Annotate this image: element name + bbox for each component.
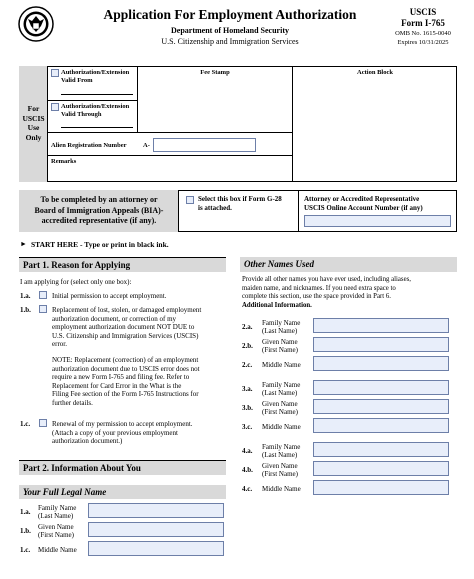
field-label: Given Name (262, 400, 298, 408)
other-names-intro: Additional Information. (242, 301, 312, 309)
field-label: (Last Name) (262, 389, 298, 397)
field-label: (First Name) (262, 470, 298, 478)
divider (48, 100, 137, 101)
account-label: Attorney or Accredited Representative (304, 195, 420, 203)
note-text: require a new Form I-765 and filing fee. Refer to (52, 373, 190, 381)
auth-valid-through-checkbox[interactable] (51, 103, 59, 111)
other-names-intro: complete this section, use the space provided in Part 6. (242, 293, 391, 300)
field-number: 4.c. (242, 485, 253, 493)
valid-from-line (61, 94, 133, 95)
valid-through-line (61, 127, 133, 128)
field-number: 1.b. (20, 527, 31, 535)
other-given-name-1-input[interactable] (313, 337, 449, 352)
alien-reg-label: Alien Registration Number (51, 142, 127, 149)
field-number: 1.c. (20, 546, 31, 554)
omb-number: OMB No. 1615-0040 (395, 30, 451, 37)
auth-valid-from-label: Authorization/Extension (61, 69, 130, 76)
department-name: Department of Homeland Security (171, 26, 289, 35)
field-label: (Last Name) (262, 451, 298, 459)
field-label: Middle Name (38, 546, 77, 554)
attorney-label: accredited representative (if any). (41, 216, 157, 225)
remarks-label: Remarks (51, 158, 77, 165)
item-text: authorization document.) (52, 437, 123, 445)
auth-valid-from-checkbox[interactable] (51, 69, 59, 77)
form-agency: USCIS (409, 7, 437, 17)
other-family-name-3-input[interactable] (313, 442, 449, 457)
field-number: 1.a. (20, 508, 31, 516)
note-text: Replacement for Card Error in the What is the (52, 381, 182, 390)
field-label: Given Name (262, 462, 298, 470)
field-label: (First Name) (262, 408, 298, 416)
auth-valid-through-label: Valid Through (61, 111, 102, 118)
g28-label: is attached. (198, 204, 232, 212)
note-text: NOTE: Replacement (correction) of an employment (52, 356, 199, 364)
side-label-line: USCIS (22, 113, 45, 123)
field-label: Family Name (262, 443, 301, 451)
alien-reg-input[interactable] (153, 138, 256, 152)
item-number: 1.b. (20, 306, 31, 314)
account-label: USCIS Online Account Number (if any) (304, 204, 423, 212)
divider (298, 190, 299, 232)
field-label: Middle Name (262, 361, 301, 369)
item-text: employment authorization document NOT DUE to (52, 323, 195, 331)
item-number: 1.c. (20, 420, 31, 428)
other-family-name-2-input[interactable] (313, 380, 449, 395)
auth-valid-through-label: Authorization/Extension (61, 103, 130, 110)
part1-title: Part 1. Reason for Applying (19, 257, 226, 272)
field-number: 2.b. (242, 342, 253, 350)
field-number: 2.a. (242, 323, 253, 331)
middle-name-input[interactable] (88, 541, 224, 556)
field-number: 3.c. (242, 423, 253, 431)
field-number: 3.b. (242, 404, 253, 412)
item-number: 1.a. (20, 292, 31, 300)
item-text: U.S. Citizenship and Immigration Services (USCIS) (52, 331, 199, 340)
action-block-label: Action Block (357, 69, 393, 76)
field-number: 3.a. (242, 385, 253, 393)
field-label: Family Name (262, 381, 301, 389)
field-label: Given Name (38, 523, 74, 531)
note-text: further details. (52, 398, 93, 407)
item-text: error. (52, 340, 67, 348)
item-text: authorization document, or correction of my (52, 314, 177, 323)
item-text: Renewal of my permission to accept employment. (52, 420, 193, 428)
other-given-name-3-input[interactable] (313, 461, 449, 476)
given-name-input[interactable] (88, 522, 224, 537)
side-label-line: For (27, 104, 40, 113)
family-name-input[interactable] (88, 503, 224, 518)
other-given-name-2-input[interactable] (313, 399, 449, 414)
side-label-line: Use (27, 123, 40, 132)
legal-name-title: Your Full Legal Name (19, 485, 226, 499)
initial-permission-checkbox[interactable] (39, 291, 47, 299)
other-names-intro: maiden name, and nicknames. If you need extra space to (242, 284, 396, 292)
item-text: (Attach a copy of your previous employment (52, 428, 178, 437)
other-family-name-1-input[interactable] (313, 318, 449, 333)
divider (292, 66, 293, 182)
field-label: Middle Name (262, 423, 301, 431)
field-number: 4.b. (242, 466, 253, 474)
part2-title: Part 2. Information About You (19, 460, 226, 475)
item-text: Initial permission to accept employment. (52, 292, 167, 300)
divider (48, 155, 292, 156)
start-here-arrow-icon: ► (20, 240, 27, 248)
attorney-label: Board of Immigration Appeals (BIA)- (34, 205, 164, 215)
field-label: (First Name) (38, 531, 74, 539)
dhs-seal-icon (18, 6, 54, 42)
g28-label: Select this box if Form G-28 (198, 195, 282, 203)
alien-prefix: A- (143, 142, 150, 149)
note-text: Filing Fee section of the Form I-765 Instructions for (52, 390, 199, 398)
field-label: Middle Name (262, 485, 301, 493)
note-text: authorization document due to USCIS error does not (52, 364, 200, 373)
side-label-line: Only (25, 132, 42, 142)
field-label: Family Name (38, 504, 77, 512)
expiration-date: Expires 10/31/2025 (397, 39, 449, 46)
attorney-label: To be completed by an attorney or (40, 195, 158, 204)
form-title: Application For Employment Authorization (103, 7, 357, 22)
field-number: 4.a. (242, 447, 253, 455)
g28-checkbox[interactable] (186, 196, 194, 204)
form-number: Form I-765 (401, 18, 445, 28)
uscis-account-input[interactable] (304, 215, 451, 227)
agency-name: U.S. Citizenship and Immigration Services (161, 37, 299, 46)
start-here-text: START HERE - Type or print in black ink. (31, 240, 169, 249)
divider (48, 132, 292, 133)
part1-intro: I am applying for (select only one box): (20, 278, 132, 286)
other-names-title: Other Names Used (240, 257, 457, 272)
field-label: (Last Name) (38, 512, 74, 520)
field-label: Family Name (262, 319, 301, 327)
other-middle-name-1-input[interactable] (313, 356, 449, 371)
renewal-checkbox[interactable] (39, 419, 47, 427)
fee-stamp-label: Fee Stamp (200, 69, 230, 76)
other-names-intro: Provide all other names you have ever used, including aliases, (242, 276, 411, 283)
replacement-checkbox[interactable] (39, 305, 47, 313)
field-label: (Last Name) (262, 327, 298, 335)
other-middle-name-2-input[interactable] (313, 418, 449, 433)
auth-valid-from-label: Valid From (61, 77, 93, 84)
field-label: Given Name (262, 338, 298, 346)
other-middle-name-3-input[interactable] (313, 480, 449, 495)
item-text: Replacement of lost, stolen, or damaged employment (52, 306, 202, 314)
field-number: 2.c. (242, 361, 253, 369)
field-label: (First Name) (262, 346, 298, 354)
